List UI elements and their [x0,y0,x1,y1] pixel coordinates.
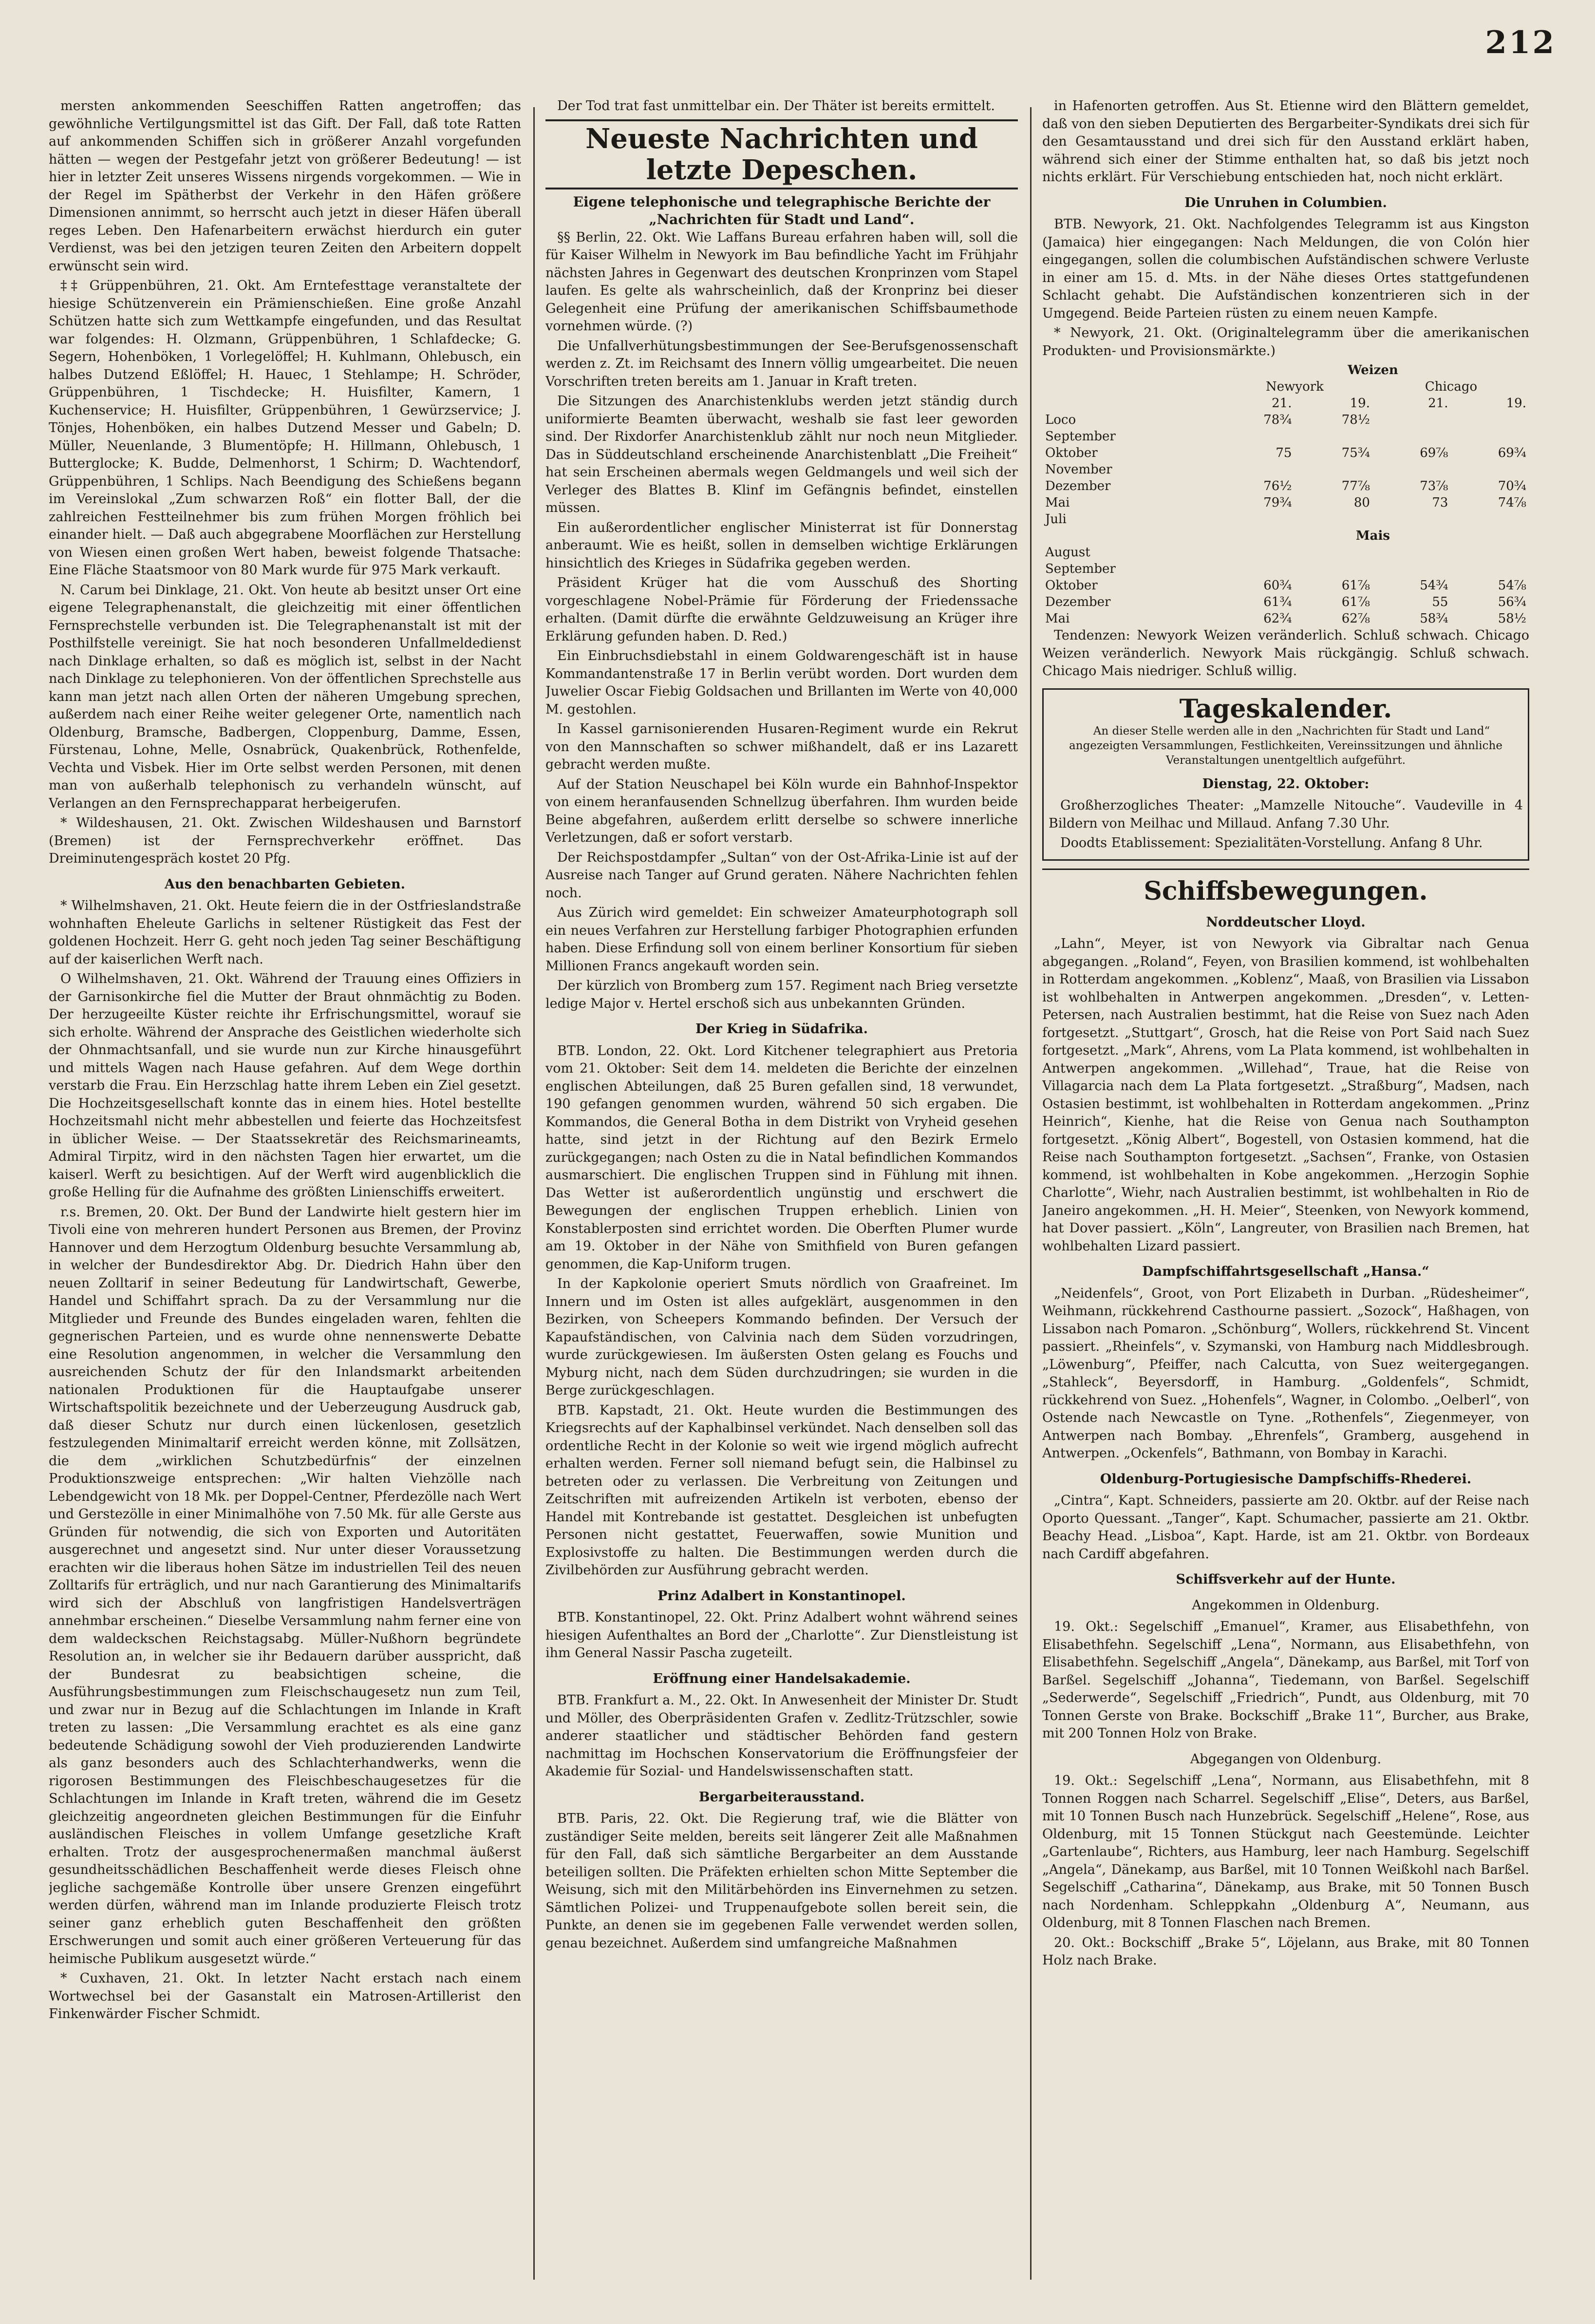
price-cell: 62¾ [1263,611,1292,626]
price-cell: 75¾ [1341,446,1370,460]
price-cell: 61⅞ [1341,595,1370,609]
column-3 [1042,97,1529,2289]
paragraph: §§ Berlin, 22. Okt. Wie Laffans Bureau erfahren haben will, soll die für Kaiser Wilhelm in Newyork im Bau befindliche Yacht im Frühjahr nächsten Jahres in Gegenwart des deutschen Kronprinzen vom Stapel laufen. Es gelte als wahrscheinlich, daß der Kronprinz bei dieser Gelegenheit eine Prüfung der amerikanischen Schiffsbaumethode vornehmen würde. (?) [545,229,1018,334]
paragraph: BTB. Konstantinopel, 22. Okt. Prinz Adalbert wohnt während seines hiesigen Aufenthaltes an Bord der „Charlotte“. Zur Dienstleistung ist ihm General Nassir Pascha zugeteilt. [545,1610,1018,1661]
abgegangen-title: Abgegangen von Oldenburg. [1190,1751,1382,1767]
price-cell: 54⅞ [1498,578,1526,593]
month-cell: Juli [1045,512,1067,527]
paragraph: 20. Okt.: Bockschiff „Brake 5“, Löjelann, aus Brake, mit 80 Tonnen Holz nach Brake. [1042,1935,1529,1968]
paragraph: Auf der Station Neuschapel bei Köln wurde ein Bahnhof-Inspektor von einem heranfausenden Schnellzug überfahren. Ihm wurden beide Beine abgefahren, außerdem erlitt derselbe so schwere innerliche Verletzungen, daß er sofort verstarb. [545,776,1018,845]
price-cell [1373,544,1451,561]
section-heading-handel: Eröffnung einer Handelsakademie. [653,1671,911,1686]
price-cell: 79¾ [1263,495,1292,510]
price-cell [1217,561,1295,577]
paragraph: Der kürzlich von Bromberg zum 157. Regiment nach Brieg versetzte ledige Major v. Hertel erschoß sich aus unbekannten Gründen. [545,978,1018,1011]
price-cell [1217,544,1295,561]
price-cell: 80 [1353,495,1370,510]
price-cell: 61⅞ [1341,578,1370,593]
price-cell [1373,561,1451,577]
price-cell: 77⅞ [1341,479,1370,493]
main-heading: Neueste Nachrichten und letzte Depeschen. [545,119,1018,189]
price-cell [1451,544,1529,561]
price-cell [1451,428,1529,445]
price-cell: 61¾ [1263,595,1292,609]
month-cell: Dezember [1045,479,1111,493]
paragraph: r.s. Bremen, 20. Okt. Der Bund der Landwirte hielt gestern hier im Tivoli eine von mehreren hundert Personen aus Bremen, der Provinz Hannover und dem Herzogtum Oldenburg besuchte Versammlung ab, in welcher der Bundesdirektor Abg. Dr. Diedrich Hahn über den neuen Zolltarif in seiner Bedeutung für Landwirtschaft, Gewerbe, Handel und Schiffahrt sprach. Da zu der Versammlung nur die Mitglieder und Freunde des Bundes eingeladen waren, fehlten die gegnerischen Parteien, und es wurde ohne nennenswerte Debatte eine Resolution angenommen, in welcher die Versammlung den ausreichenden Schutz der für den Inlandsmarkt arbeitenden nationalen Produktionen für die Hauptaufgabe unserer Wirtschaftspolitik bezeichnete und der Ueberzeugung Ausdruck gab, daß dieser Schutz nur durch einen lückenlosen, gesetzlich festzulegenden Minimaltarif erreicht werden könne, mit Zollsätzen, die dem „wirklichen Schutzbedürfnis“ der einzelnen Produktionszweige entsprechen: „Wir halten Viehzölle nach Lebendgewicht von 18 Mk. per Doppel-Centner, Pferdezölle nach Wert und Gerstezölle in einer Minimalhöhe von 7.50 Mk. für alle Gerste aus Gründen für notwendig, die sich von Exporten und Autoritäten ausgerechnet und angesetzt sind. Nur unter dieser Voraussetzung erachten wir die liberaus hohen Sätze im industriellen Teil des neuen Zolltarifs für erträglich, und nur nach Garantierung des Minimaltarifs wird sich der Abschluß von langfristigen Handelsverträgen annehmbar erscheinen.“ Dieselbe Versammlung nahm ferner eine von dem waldeckschen Reichstagsabg. Müller-Nußhorn begründete Resolution an, in welcher sie ihr Bedauern darüber ausspricht, daß der Bundesrat zu beabsichtigen scheine, die Ausführungsbestimmungen zum Fleischschaugesetz nun zum Teil, und zwar nur in Bezug auf die Schlachtungen im Inlande in Kraft treten zu lassen: „Die Versammlung erachtet es als eine ganz bedeutende Schädigung sowohl der Vieh produzierenden Landwirte als ganz besonders auch des Schlachterhandwerks, wenn die rigorosen Bestimmungen des Fleischbeschaugesetzes für die Schlachtungen im Inlande in Kraft treten, während die im Gesetz gleichzeitig angeordneten gleichen Bestimmungen für die Einfuhr ausländischen Fleisches in vollem Umfange gesetzliche Kraft erhalten. Trotz der ausgesprochenermaßen manchmal äußerst gesundheitsschädlichen Beschaffenheit werde dieses Fleisch ohne jegliche sachgemäße Kontrolle über unsere Grenzen eingeführt werden dürfen, während man im Inlande produzierte Fleisch trotz seiner ganz erheblich guten Beschaffenheit den größten Erschwerungen und somit auch einer größeren Verteuerung für das heimische Publikum ausgesetzt würde.“ [49,1204,521,1966]
section-heading-berg: Bergarbeiterausstand. [698,1789,865,1805]
kalender-title: Tageskalender. [1179,694,1392,724]
paragraph: In der Kapkolonie operiert Smuts nördlich von Graafreinet. Im Innern und im Osten ist alles aufgeklärt, ausgenommen in den Bezirken, von Scheepers Kommando befinden. Der Versuch der Kapaufständischen, von Calvinia nach dem Süden vorzudringen, wurde zurückgewiesen. Im äußersten Osten gelang es Fouchs und Myburg nicht, nach dem Süden durchzudringen; sie wurden in die Berge zurückgeschlagen. [545,1276,1018,1398]
paragraph: ‡‡ Grüppenbühren, 21. Okt. Am Erntefesttage veranstaltete der hiesige Schützenverein ein Prämienschießen. Eine große Anzahl Schützen hatte sich zum Wettkampfe eingefunden, und das Resultat war folgendes: H. Olzmann, Grüppenbühren, 1 Schlafdecke; G. Segern, Hohenböken, 1 Vorlegelöffel; H. Kuhlmann, Ohlebusch, ein halbes Dutzend Eßlöffel; H. Hauec, 1 Stehlampe; H. Schröder, Grüppenbühren, 1 Tischdecke; H. Huisfilter, Kamern, 1 Kuchenservice; H. Huisfilter, Grüppenbühren, 1 Gewürzservice; J. Tönjes, Hohenböken, ein halbes Dutzend Messer und Gabeln; D. Müller, Neuenlande, 3 Blumentöpfe; H. Hillmann, Ohlebusch, 1 Butterglocke; K. Budde, Delmenhorst, 1 Schirm; D. Wachtendorf, Grüppenbühren, 1 Schlips. Nach Beendigung des Schießens begann im Vereinslokal „Zum schwarzen Roß“ ein flotter Ball, der die zahlreichen Festteilnehmer bis zum frühen Morgen fröhlich bei einander hielt. — Daß auch abgegrabene Moorflächen zur Herstellung von Wiesen einen großen Wert haben, beweist folgende Thatsache: Eine Fläche Staatsmoor von 80 Mark wurde für 975 Mark verkauft. [49,278,521,578]
table-row [1042,412,1529,428]
price-cell: 56¾ [1498,595,1526,609]
month-cell: Loco [1045,413,1076,427]
table-row [1042,461,1529,478]
price-cell: 74⅞ [1498,495,1526,510]
date-label: 19. [1350,396,1370,411]
paragraph: mersten ankommenden Seeschiffen Ratten angetroffen; das gewöhnliche Vertilgungsmittel ist das Gift. Der Fall, daß tote Ratten auf ankommenden Schiffen sich in größerer Anzahl vorgefunden hätten — wegen der Pestgefahr jetzt von größerer Bedeutung! — ist hier in letzter Zeit unseres Wissens nirgends vorgekommen. — Wie in der Regel im Spätherbst der Verkehr in den Häfen größere Dimensionen annimmt, so herrscht auch jetzt in dieser Häfen überall reges Leben. Den Hafenarbeitern erwächst hierdurch ein guter Verdienst, was bei den jetzigen teuren Zeiten den Arbeitern doppelt erwünscht sein wird. [49,98,521,274]
sub-heading: Eigene telephonische und telegraphische Berichte der „Nachrichten für Stadt und Land“. [573,193,991,227]
month-cell: August [1045,545,1090,560]
paragraph: Tendenzen: Newyork Weizen veränderlich. Schluß schwach. Chicago Weizen veränderlich. Newyork Mais rückgängig. Schluß schwach. Chicago Mais niedriger. Schluß willig. [1042,628,1529,679]
paragraph: * Cuxhaven, 21. Okt. In letzter Nacht erstach nach einem Wortwechsel bei der Gasanstalt ein Matrosen-Artillerist den Finkenwärder Fischer Schmidt. [49,1971,521,2022]
paragraph: Der Tod trat fast unmittelbar ein. Der Thäter ist bereits ermittelt. [557,98,995,113]
paragraph: Ein Einbruchsdiebstahl in einem Goldwarengeschäft ist in hause Kommandantenstraße 17 in Berlin verübt worden. Dort wurden dem Juwelier Oscar Fiebig Goldsachen und Brillanten im Werte von 40,000 M. gestohlen. [545,648,1018,717]
paragraph: * Wilhelmshaven, 21. Okt. Heute feiern die in der Ostfrieslandstraße wohnhaften Eheleute Garlichs in seltener Rüstigkeit das Fest der goldenen Hochzeit. Herr G. geht noch jeden Tag seiner Beschäftigung auf der kaiserlichen Werft nach. [49,898,521,967]
schiffsbewegungen-title: Schiffsbewegungen. [1144,876,1428,906]
price-cell: 75 [1276,446,1292,460]
paragraph: „Lahn“, Meyer, ist von Newyork via Gibraltar nach Genua abgegangen. „Roland“, Feyen, von Brasilien kommend, ist wohlbehalten in Rotterdam angekommen. „Koblenz“, Maaß, von Brasilien via Lissabon ist wohlbehalten in Antwerpen angekommen. „Dresden“, v. Letten-Petersen, nach Australien bestimmt, hat die Reise von Suez nach Aden fortgesetzt. „Stuttgart“, Grosch, hat die Reise von Port Said nach Suez fortgesetzt. „Mark“, Ahrens, vom La Plata kommend, ist wohlbehalten in Antwerpen angekommen. „Willehad“, Traue, hat die Reise von Villagarcia nach dem La Plata fortgesetzt. „Straßburg“, Madsen, nach Ostasien bestimmt, ist wohlbehalten in Rotterdam angekommen. „Prinz Heinrich“, Kienhe, hat die Reise von Genua nach Southampton fortgesetzt. „König Albert“, Bogestell, von Ostasien kommend, hat die Reise nach Southampton fortgesetzt. „Sachsen“, Franke, von Ostasien kommend, ist wohlbehalten in Kobe angekommen. „Herzogin Sophie Charlotte“, Wiehr, nach Australien bestimmt, ist wohlbehalten in Rio de Janeiro angekommen. „H. H. Meier“, Steenken, von Newyork kommend, hat Dover passiert. „Köln“, Langreuter, von Brasilien nach Bremen, hat wohlbehalten Lizard passiert. [1042,936,1529,1254]
price-cell [1217,428,1295,445]
price-cell: 73 [1432,495,1448,510]
city-label: Newyork [1266,379,1324,394]
date-label: 21. [1428,396,1448,411]
table-row [1042,428,1529,445]
price-cell [1217,461,1295,478]
paragraph: Präsident Krüger hat die vom Ausschuß des Shorting vorgeschlagene Nobel-Prämie für Förderung der Friedenssache erhalten. (Damit dürfte die erwähnte Geldzuweisung an Krüger ihre Erklärung gefunden haben. D. Red.) [545,575,1018,644]
month-cell: Mai [1045,495,1070,510]
paragraph: „Cintra“, Kapt. Schneiders, passierte am 20. Oktbr. auf der Reise nach Oporto Quessant. „Tanger“, Kapt. Schumacher, passierte am 21. Oktbr. Beachy Head. „Lisboa“, Kapt. Harde, ist am 21. Oktbr. von Bordeaux nach Cardiff abgefahren. [1042,1493,1529,1562]
section-heading: Aus den benachbarten Gebieten. [164,876,406,892]
price-cell: 78¾ [1263,413,1292,427]
paragraph: * Wildeshausen, 21. Okt. Zwischen Wildeshausen und Barnstorf (Bremen) ist der Fernsprechverkehr eröffnet. Das Dreiminutengespräch kostet 20 Pfg. [49,815,521,866]
section-heading-prinz: Prinz Adalbert in Konstantinopel. [657,1588,906,1604]
paragraph: Die Unfallverhütungsbestimmungen der See-Berufsgenossenschaft werden z. Zt. im Reichsamt des Innern völlig umgearbeitet. Die neuen Vorschriften treten bereits am 1. Januar in Kraft treten. [545,338,1018,389]
table-row [1042,594,1529,610]
date-label: 21. [1272,396,1292,411]
kalender-entry: Großherzogliches Theater: „Mamzelle Nitouche“. Vaudeville in 4 Bildern von Meilhac und Millaud. Anfang 7.30 Uhr. [1049,798,1523,831]
weizen-title: Weizen [1348,363,1398,378]
separator [1042,869,1529,870]
month-cell: Dezember [1045,595,1111,609]
price-cell: 73⅞ [1420,479,1448,493]
price-cell: 78½ [1341,413,1370,427]
table-row [1042,478,1529,494]
paragraph: BTB. London, 22. Okt. Lord Kitchener telegraphiert aus Pretoria vom 21. Oktober: Seit dem 14. meldeten die Berichte der einzelnen englischen Abteilungen, daß 25 Buren gefallen sind, 18 verwundet, 190 gefangen genommen wurden, während 50 sich ergaben. Die Kommandos, die General Botha in dem Distrikt von Vryheid gesehen hatte, sind jetzt in der Richtung auf den Bezirk Ermelo zurückgegangen; nach Osten zu die in Natal befindlichen Kommandos ausmarschiert. Die englischen Truppen sind in Fühlung mit ihnen. Das Wetter ist außerordentlich ungünstig und erschwert die Bewegungen der englischen Truppen erheblich. Linien von Konstablerposten sind errichtet worden. Die Oberften Plumer wurde am 19. Oktober in der Nähe von Smithfield von Buren gefangen genommen, die Kap-Uniform trugen. [545,1043,1018,1272]
page-number: 212 [1485,24,1556,61]
table-row [1042,610,1529,627]
price-cell: 76½ [1263,479,1292,493]
table-row [1042,561,1529,577]
oldenburg-title: Oldenburg-Portugiesische Dampfschiffs-Rhederei. [1100,1471,1472,1487]
column-rule-left [533,107,535,2280]
column-2 [545,97,1018,2289]
angekommen-title: Angekommen in Oldenburg. [1192,1597,1380,1613]
kalender-entry: Doodts Etablissement: Spezialitäten-Vorstellung. Anfang 8 Uhr. [1060,835,1483,850]
table-row [1042,511,1529,528]
hunte-title: Schiffsverkehr auf der Hunte. [1176,1572,1396,1587]
price-cell [1295,544,1373,561]
table-row [1042,494,1529,511]
price-cell: 58½ [1498,611,1526,626]
price-cell [1451,561,1529,577]
paragraph: BTB. Kapstadt, 21. Okt. Heute wurden die Bestimmungen des Kriegsrechts auf der Kaphalbinsel verkündet. Nach denselben soll das ordentliche Recht in der Kolonie so weit wie irgend möglich aufrecht erhalten werden. Ferner soll niemand befugt sein, die Halbinsel zu betreten oder zu verlassen. Die Verbreitung von Zeitungen und Zeitschriften mit aufreizenden Artikeln ist verboten, ebenso der Handel mit Kontrebande ist gestattet. Desgleichen ist unbefugten Personen nicht gestattet, Feuerwaffen, sowie Munition und Explosivstoffe zu halten. Die Bestimmungen werden durch die Zivilbehörden zur Ausführung gebracht werden. [545,1402,1018,1578]
price-cell: 55 [1432,595,1448,609]
paragraph: 19. Okt.: Segelschiff „Lena“, Normann, aus Elisabethfehn, mit 8 Tonnen Roggen nach Scharrel. Segelschiff „Elise“, Deters, aus Barßel, mit 10 Tonnen Busch nach Hunzebrück. Segelschiff „Helene“, Rose, aus Oldenburg, mit 15 Tonnen Stückgut nach Geestemünde. Leichter „Gartenlaube“, Richters, aus Hamburg, leer nach Hamburg. Segelschiff „Angela“, Dänekamp, aus Barßel, mit 10 Tonnen Weißkohl nach Barßel. Segelschiff „Catharina“, Dänekamp, aus Brake, mit 50 Tonnen Busch nach Nordenham. Schleppkahn „Oldenburg A“, Neumann, aus Oldenburg, mit 8 Tonnen Flaschen nach Bremen. [1042,1773,1529,1930]
column-1 [49,97,521,2289]
price-cell [1373,511,1451,528]
paragraph: N. Carum bei Dinklage, 21. Okt. Von heute ab besitzt unser Ort eine eigene Telegraphenanstalt, die gleichzeitig mit einer öffentlichen Fernsprechstelle verbunden ist. Die Telegraphenanstalt ist mit der Posthilfstelle vereinigt. Sie hat noch besonderen Unfallmeldedienst nach Dinklage erhalten, so daß es möglich ist, selbst in der Nacht nach Dinklage zu telephonieren. Von der öffentlichen Sprechstelle aus kann man jetzt nach allen Orten der näheren Umgebung sprechen, außerdem nach einer Reihe weiter gelegener Orte, namentlich nach Oldenburg, Bramsche, Badbergen, Cloppenburg, Damme, Essen, Fürstenau, Lohne, Melle, Osnabrück, Quakenbrück, Rothenfelde, Vechta und Visbek. Hier im Orte selbst werden Personen, mit denen man von außerhalb telephonisch zu verhandeln wünscht, auf Verlangen an den Fernsprechapparat herbeigerufen. [49,582,521,811]
table-row [1042,445,1529,461]
month-cell: September [1045,429,1116,444]
price-cell [1217,511,1295,528]
weizen-table [1042,362,1529,627]
paragraph: Aus Zürich wird gemeldet: Ein schweizer Amateurphotograph soll ein neues Verfahren zur Herstellung farbiger Photographien erfunden haben. Diese Erfindung soll von einem berliner Konsortium für sieben Millionen Francs angekauft worden sein. [545,905,1018,974]
price-cell [1451,412,1529,428]
price-cell: 58¾ [1420,611,1448,626]
column-rule-right [1030,107,1032,2280]
price-cell: 69¾ [1498,446,1526,460]
price-cell: 70¾ [1498,479,1526,493]
price-cell [1295,561,1373,577]
kalender-intro: An dieser Stelle werden alle in den „Nachrichten für Stadt und Land“ angezeigten Versammlungen, Festlichkeiten, Vereinssitzungen und ähnliche Veranstaltungen unentgeltlich aufgeführt. [1069,724,1502,767]
paragraph: Der Reichspostdampfer „Sultan“ von der Ost-Afrika-Linie ist auf der Ausreise nach Tanger auf Grund geraten. Nähere Nachrichten fehlen noch. [545,850,1018,901]
paragraph: BTB. Paris, 22. Okt. Die Regierung traf, wie die Blätter von zuständiger Seite melden, bereits seit längerer Zeit alle Maßnahmen für den Fall, daß sich sämtliche Bergarbeiter an dem Ausstande beteiligen sollten. Die Präfekten erhielten schon Mitte September die Weisung, sich mit den Militärbehörden ins Einvernehmen zu setzen. Sämtlichen Polizei- und Truppenaufgebote sollen bereit sein, die Punkte, an denen sie im gegebenen Falle verwendet werden sollen, genau bezeichnet. Außerdem sind umfangreiche Maßnahmen [545,1811,1018,1951]
month-cell: Oktober [1045,446,1098,460]
price-cell [1373,412,1451,428]
price-cell [1451,511,1529,528]
paragraph: Die Sitzungen des Anarchistenklubs werden jetzt ständig durch uniformierte Beamten überwacht, weshalb sie fast leer geworden sind. Der Rixdorfer Anarchistenklub zählt nur noch neun Mitglieder. Das in Süddeutschland erscheinende Anarchistenblatt „Die Freiheit“ hat sein Erscheinen abermals wegen Geldmangels und weil sich der Verleger des Blattes B. Klinf im Gefängnis befindet, einstellen müssen. [545,394,1018,515]
price-cell: 62⅞ [1341,611,1370,626]
kalender-day: Dienstag, 22. Oktober: [1202,776,1370,792]
paragraph: * Newyork, 21. Okt. (Originaltelegramm über die amerikanischen Produkten- und Provisionsmärkte.) [1042,325,1529,359]
paragraph: Ein außerordentlicher englischer Ministerrat ist für Donnerstag anberaumt. Wie es heißt, sollen in demselben wichtige Erklärungen hinsichtlich des Krieges in Südafrika gegeben werden. [545,520,1018,571]
price-cell: 69⅞ [1420,446,1448,460]
lloyd-title: Norddeutscher Lloyd. [1206,914,1366,930]
price-cell: 60¾ [1263,578,1292,593]
price-cell [1373,428,1451,445]
month-cell: Mai [1045,611,1070,626]
paragraph: „Neidenfels“, Groot, von Port Elizabeth in Durban. „Rüdesheimer“, Weihmann, rückkehrend Casthourne passiert. „Sozock“, Haßhagen, von Lissabon nach Pomaron. „Schönburg“, Wollers, rückkehrend St. Vincent passiert. „Rheinfels“, v. Szymanski, von Hamburg nach Middlesbrough. „Löwenburg“, Pfeiffer, nach Calcutta, von Suez weitergegangen. „Stahleck“, Beyersdorff, in Hamburg. „Goldenfels“, Schmidt, rückkehrend von Suez. „Hohenfels“, Wagner, in Colombo. „Oelberl“, von Ostende nach Newcastle on Tyne. „Rothenfels“, Ziegenmeyer, von Antwerpen nach Bombay. „Ehrenfels“, Gramberg, ausgehend in Antwerpen. „Ockenfels“, Bathmann, von Bombay in Karachi. [1042,1285,1529,1461]
month-cell: Oktober [1045,578,1098,593]
paragraph: O Wilhelmshaven, 21. Okt. Während der Trauung eines Offiziers in der Garnisonkirche fiel die Mutter der Braut ohnmächtig zu Boden. Der herzugeeilte Küster reichte ihr Erfrischungsmittel, worauf sie sich erholte. Während der Ansprache des Geistlichen wiederholte sich der Ohnmachtsanfall, und sie wurde nun zur Kirche hinausgeführt und mittels Wagen nach Hause gefahren. Auf dem Wege dorthin verstarb die Frau. Ein Herzschlag hatte ihrem Leben ein Ziel gesetzt. Die Hochzeitsgesellschaft konnte das in einem hies. Hotel bestellte Hochzeitsmahl nicht mehr abbestellen und feierte das Hochzeitsfest in üblicher Weise. — Der Staatssekretär des Reichsmarineamts, Admiral Tirpitz, wird in den nächsten Tagen hier erwartet, um die kaiserl. Werft zu besichtigen. Auf der Werft wird augenblicklich die große Helling für die Aufnahme des größten Linienschiffs erweitert. [49,971,521,1200]
price-cell: 54¾ [1420,578,1448,593]
paragraph: in Hafenorten getroffen. Aus St. Etienne wird den Blättern gemeldet, daß von den sieben Deputierten des Bergarbeiter-Syndikats drei sich für den Gesamtausstand und drei sich für den Ausstand erklärt haben, während sich einer der Stimme enthalten hat, so daß bis jetzt noch nichts erklärt. Für Verschiebung entschieden hat, noch nicht erklärt. [1042,98,1529,185]
table-row [1042,544,1529,561]
date-label: 19. [1506,396,1526,411]
price-cell [1373,461,1451,478]
section-heading-krieg: Der Krieg in Südafrika. [695,1021,868,1037]
paragraph: 19. Okt.: Segelschiff „Emanuel“, Kramer, aus Elisabethfehn, von Elisabethfehn. Segelschiff „Lena“, Normann, aus Elisabethfehn, von Elisabethfehn. Segelschiff „Angela“, Dänekamp, aus Barßel, mit Torf von Barßel. Segelschiff „Johanna“, Tiedemann, von Barßel. Segelschiff „Sederwerde“, Segelschiff „Friedrich“, Pundt, aus Oldenburg, mit 70 Tonnen Gerste von Brake. Bockschiff „Brake 11“, Burcher, aus Brake, mit 200 Tonnen Holz von Brake. [1042,1619,1529,1741]
paragraph: BTB. Newyork, 21. Okt. Nachfolgendes Telegramm ist aus Kingston (Jamaica) hier eingegangen: Nach Meldungen, die von Colón hier eingegangen, sollen die columbischen Aufständischen schwere Verluste in einer am 15. d. Mts. in der Nähe dieses Ortes stattgefundenen Schlacht gehabt. Die Aufständischen konzentrieren sich in der Umgegend. Beide Parteien rüsten zu einem neuen Kampfe. [1042,217,1529,321]
mais-title: Mais [1355,529,1390,543]
price-cell [1451,461,1529,478]
section-heading-columbien: Die Unruhen in Columbien. [1184,195,1387,210]
hansa-title: Dampfschiffahrtsgesellschaft „Hansa.“ [1142,1264,1429,1279]
paragraph: In Kassel garnisonierenden Husaren-Regiment wurde ein Rekrut von den Mannschaften so schwer mißhandelt, daß er ins Lazarett gebracht werden mußte. [545,721,1018,772]
price-cell [1295,511,1373,528]
paragraph: BTB. Frankfurt a. M., 22. Okt. In Anwesenheit der Minister Dr. Studt und Möller, des Oberpräsidenten Grafen v. Zedlitz-Trützschler, sowie anderer staatlicher und städtischer Behörden fand gestern nachmittag im Hochschen Konservatorium die Eröffnungsfeier der Akademie für Sozial- und Handelswissenschaften statt. [545,1693,1018,1779]
city-label: Chicago [1425,379,1478,394]
month-cell: September [1045,562,1116,576]
month-cell: November [1045,462,1112,477]
price-cell [1295,461,1373,478]
price-cell [1295,428,1373,445]
tageskalender-box [1042,688,1529,861]
table-row [1042,577,1529,594]
